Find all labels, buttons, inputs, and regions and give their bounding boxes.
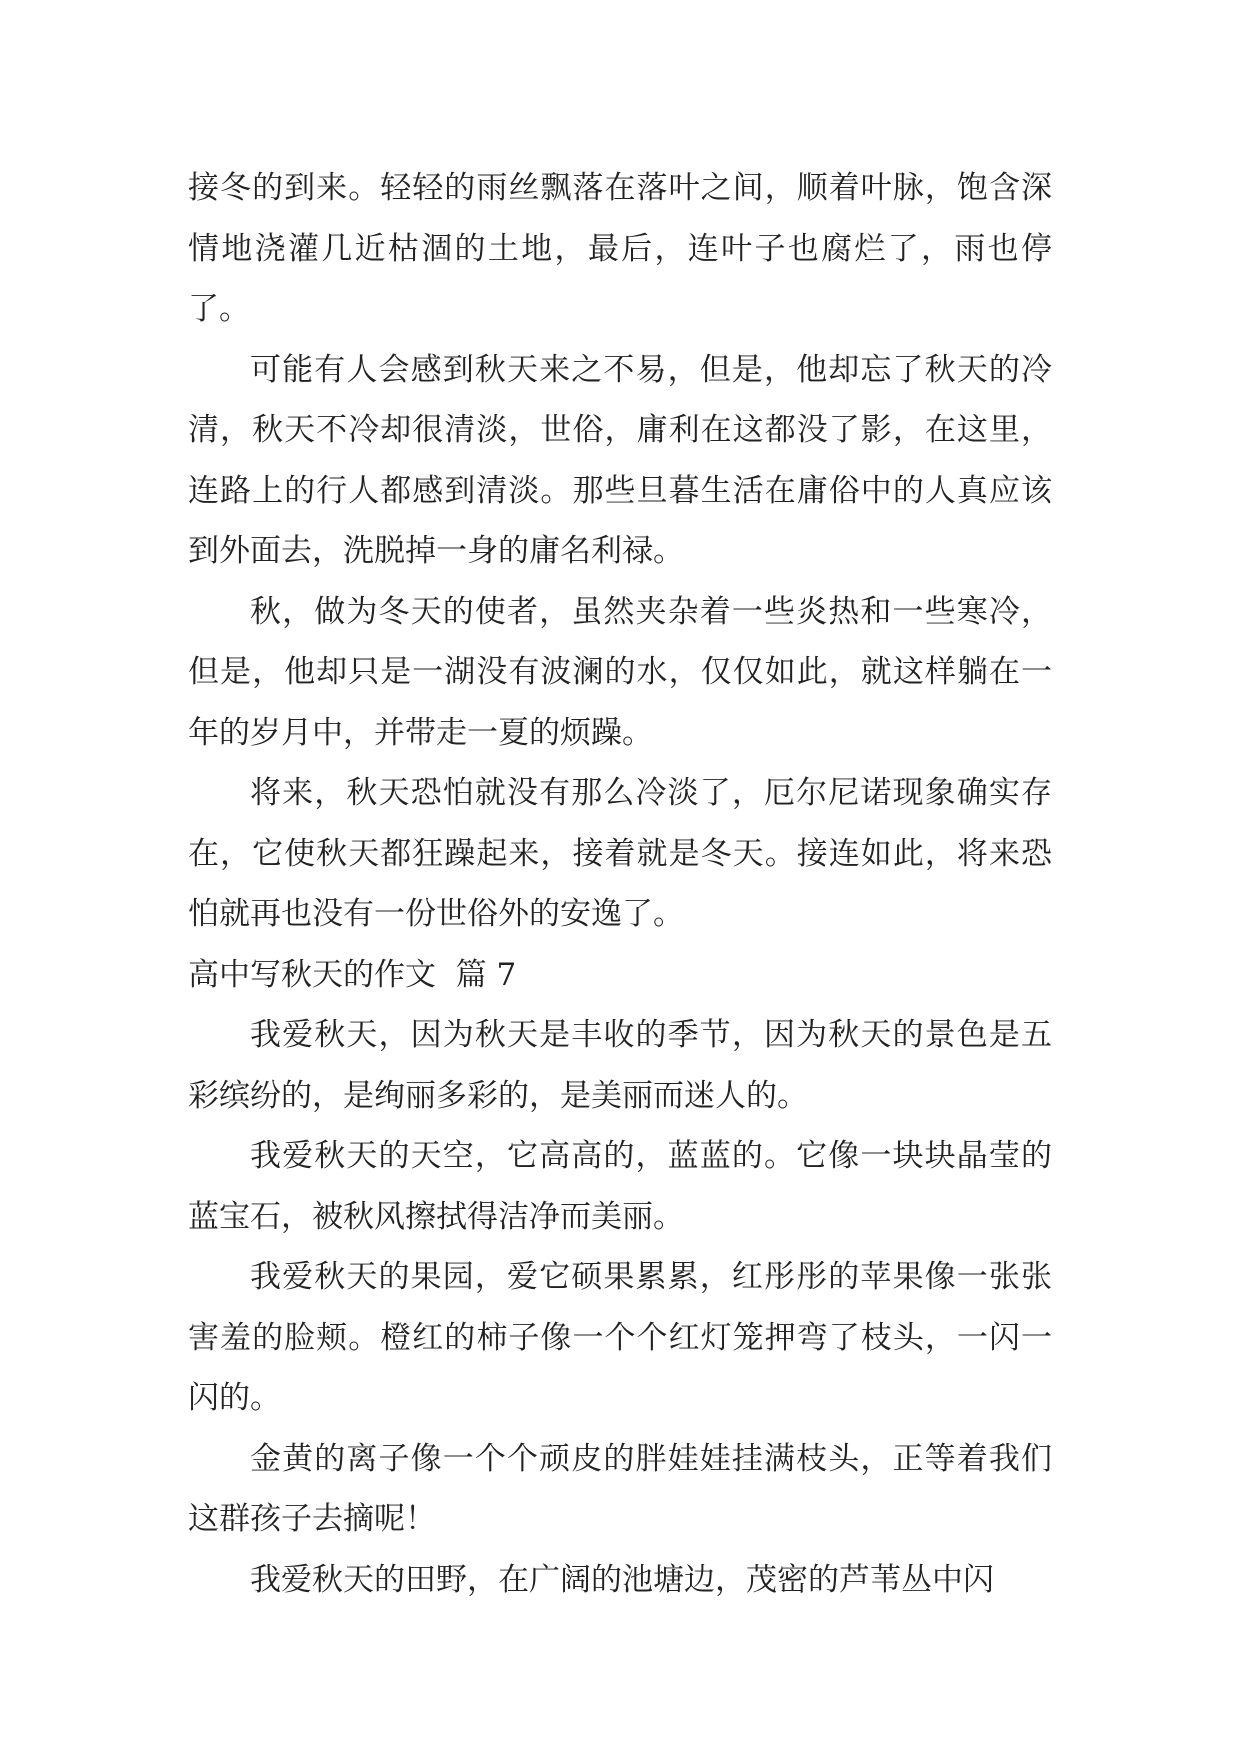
- paragraph: 将来，秋天恐怕就没有那么冷淡了，厄尔尼诺现象确实存在，它使秋天都狂躁起来，接着就是冬天。接连如此，将来恐怕就再也没有一份世俗外的安逸了。: [188, 775, 1052, 932]
- paragraph: 秋，做为冬天的使者，虽然夹杂着一些炎热和一些寒冷，但是，他却只是一湖没有波澜的水，仅仅如此，就这样躺在一年的岁月中，并带走一夏的烦躁。: [188, 593, 1052, 751]
- section-heading: 高中写秋天的作文 篇 7: [188, 956, 517, 993]
- paragraph: 可能有人会感到秋天来之不易，但是，他却忘了秋天的冷清，秋天不冷却很清淡，世俗，庸利在这都没了影，在这里，连路上的行人都感到清淡。那些旦暮生活在庸俗中的人真应该到外面去，洗脱掉一身的庸名利禄。: [188, 351, 1052, 569]
- paragraph: 我爱秋天的天空，它高高的，蓝蓝的。它像一块块晶莹的蓝宝石，被秋风擦拭得洁净而美丽。: [188, 1138, 1052, 1235]
- paragraph: 我爱秋天，因为秋天是丰收的季节，因为秋天的景色是五彩缤纷的，是绚丽多彩的，是美丽而迷人的。: [188, 1017, 1052, 1114]
- document-body: [188, 158, 1052, 1610]
- paragraph: 我爱秋天的果园，爱它硕果累累，红彤彤的苹果像一张张害羞的脸颊。橙红的柿子像一个个红灯笼押弯了枝头，一闪一闪的。: [188, 1259, 1052, 1416]
- paragraph: 金黄的离子像一个个顽皮的胖娃娃挂满枝头，正等着我们这群孩子去摘呢！: [188, 1440, 1052, 1537]
- paragraph: 接冬的到来。轻轻的雨丝飘落在落叶之间，顺着叶脉，饱含深情地浇灌几近枯涸的土地，最后，连叶子也腐烂了，雨也停了。: [188, 170, 1052, 327]
- paragraph: 我爱秋天的田野，在广阔的池塘边，茂密的芦苇丛中闪: [250, 1561, 994, 1598]
